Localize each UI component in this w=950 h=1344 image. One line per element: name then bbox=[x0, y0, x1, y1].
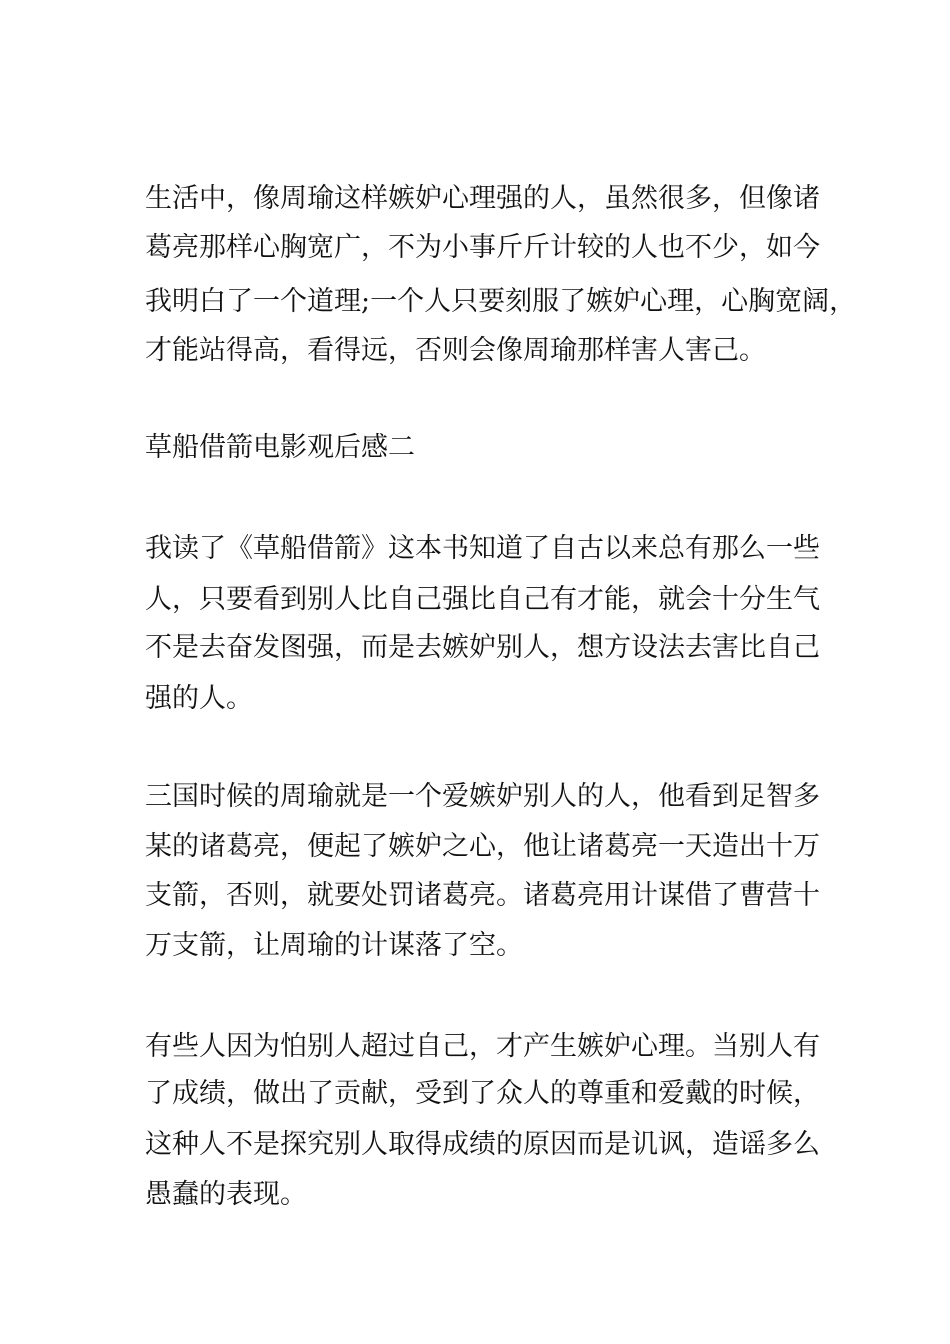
paragraph-3-line-1: 三国时候的周瑜就是一个爱嫉妒别人的人，他看到足智多 bbox=[145, 781, 820, 812]
paragraph-3-line-3: 支箭，否则，就要处罚诸葛亮。诸葛亮用计谋借了曹营十 bbox=[145, 880, 820, 911]
paragraph-1-line-2: 葛亮那样心胸宽广，不为小事斤斤计较的人也不少，如今 bbox=[145, 232, 820, 263]
paragraph-4-line-3: 这种人不是探究别人取得成绩的原因而是讥讽，造谣多么 bbox=[145, 1129, 820, 1160]
paragraph-1-line-1: 生活中，像周瑜这样嫉妒心理强的人，虽然很多，但像诸 bbox=[145, 183, 820, 214]
paragraph-2-line-4: 强的人。 bbox=[145, 683, 253, 714]
paragraph-4-line-1: 有些人因为怕别人超过自己，才产生嫉妒心理。当别人有 bbox=[145, 1031, 820, 1062]
paragraph-3-line-2: 某的诸葛亮，便起了嫉妒之心，他让诸葛亮一天造出十万 bbox=[145, 831, 820, 862]
paragraph-1-line-4: 才能站得高，看得远，否则会像周瑜那样害人害己。 bbox=[145, 335, 766, 366]
paragraph-1-line-3: 我明白了一个道理;一个人只要刻服了嫉妒心理，心胸宽阔， bbox=[145, 286, 857, 317]
paragraph-4-line-4: 愚蠢的表现。 bbox=[145, 1179, 307, 1210]
paragraph-3-line-4: 万支箭，让周瑜的计谋落了空。 bbox=[145, 930, 523, 961]
paragraph-2-line-3: 不是去奋发图强，而是去嫉妒别人，想方设法去害比自己 bbox=[145, 632, 820, 663]
paragraph-2-line-1: 我读了《草船借箭》这本书知道了自古以来总有那么一些 bbox=[145, 533, 820, 564]
paragraph-4-line-2: 了成绩，做出了贡献，受到了众人的尊重和爱戴的时候， bbox=[145, 1078, 820, 1109]
paragraph-2-line-2: 人，只要看到别人比自己强比自己有才能，就会十分生气 bbox=[145, 584, 820, 615]
section-heading: 草船借箭电影观后感二 bbox=[145, 432, 415, 463]
